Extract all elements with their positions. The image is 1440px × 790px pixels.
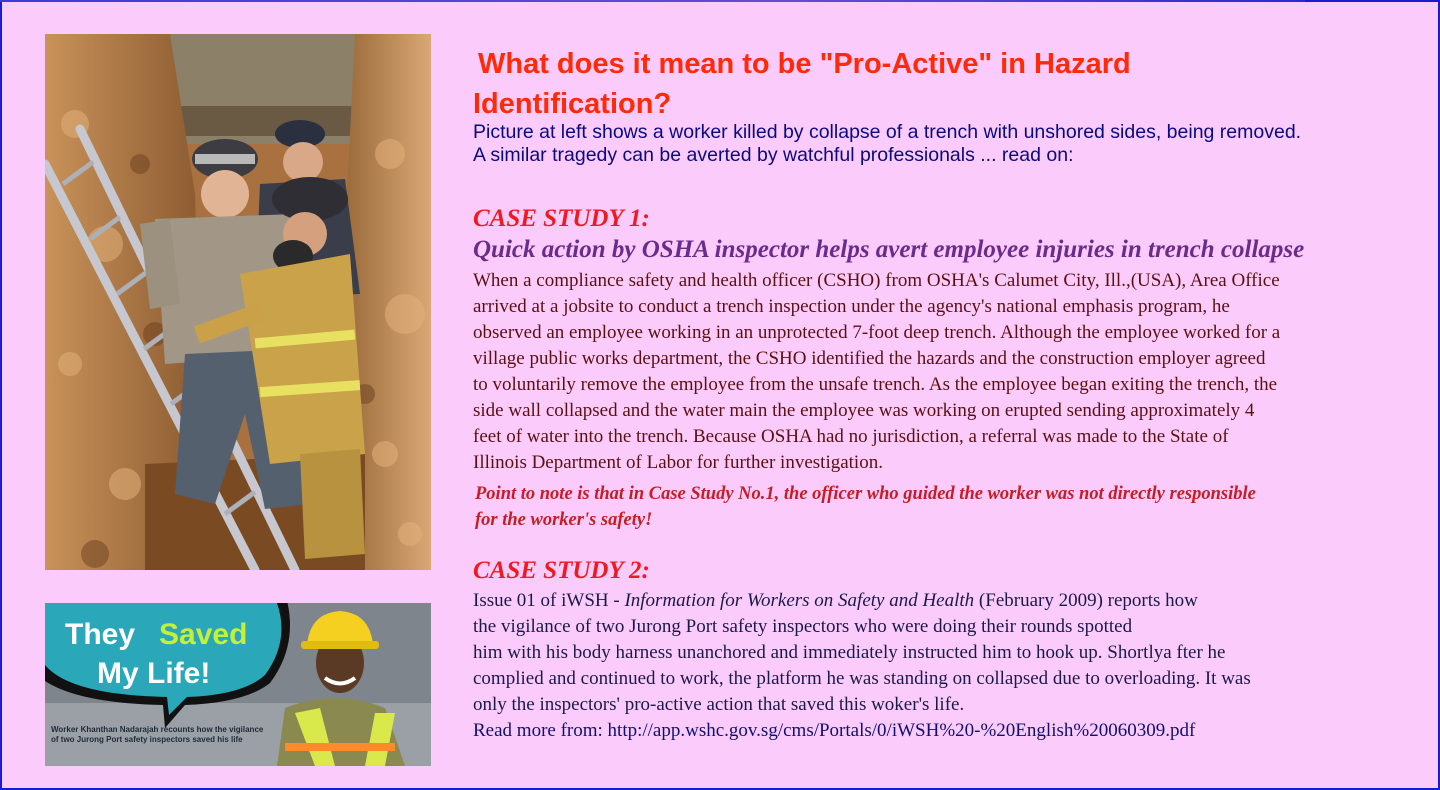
case2-first-line [473,588,1435,614]
headline-line2: Identification? [473,88,672,120]
note-line: Point to note is that in Case Study No.1, the officer who guided the worker was not directly responsible [475,484,1256,504]
saved-title-word2: Saved [159,618,248,651]
case2-line: complied and continued to work, the platform he was standing on collapsed due to overloading. It was [473,668,1251,689]
case1-line: When a compliance safety and health officer (CSHO) from OSHA's Calumet City, Ill.,(USA), Area Office [473,270,1280,291]
case1-line: village public works department, the CSHO identified the hazards and the construction employer agreed [473,348,1266,369]
they-saved-my-life-image [45,603,431,766]
case1-line: side wall collapsed and the water main the employee was working on erupted sending approximately 4 [473,400,1255,421]
intro-line2: A similar tragedy can be averted by watchful professionals ... read on: [473,144,1074,166]
page-headline [473,44,1373,124]
top-rule [0,0,1305,2]
case-study-1-title: Quick action by OSHA inspector helps avert employee injuries in trench collapse [473,236,1305,263]
case2-line: him with his body harness unanchored and immediately instructed him to hook up. Shortlya fter he [473,642,1226,663]
case1-line: observed an employee working in an unprotected 7-foot deep trench. Although the employee worked for a [473,322,1281,343]
case1-line: feet of water into the trench. Because OSHA had no jurisdiction, a referral was made to the State of [473,426,1229,447]
case2-line: only the inspectors' pro-active action that saved this woker's life. [473,694,965,715]
saved-title-word1: They [65,618,136,651]
headline-line1: What does it mean to be "Pro-Active" in Hazard [478,48,1131,80]
case2-publication-title: Information for Workers on Safety and Health [624,590,975,611]
case1-line: to voluntarily remove the employee from the unsafe trench. As the employee began exiting the trench, the [473,374,1278,395]
saved-image-caption: Worker Khanthan Nadarajah recounts how the vigilance of two Jurong Port safety inspectors saved his life [51,725,264,744]
case-study-2-label: CASE STUDY 2: [473,557,650,584]
intro-line1: Picture at left shows a worker killed by collapse of a trench with unshored sides, being removed. [473,121,1302,143]
read-more-link[interactable]: Read more from: http://app.wshc.gov.sg/cms/Portals/0/iWSH%20-%20English%20060309.pdf [473,720,1196,741]
trench-rescue-photo [45,34,431,570]
case-study-1-note [475,481,1437,533]
case2-line: the vigilance of two Jurong Port safety inspectors who were doing their rounds spotted [473,616,1133,637]
case2-line1-pre: Issue 01 of iWSH - [473,590,625,611]
case1-line: arrived at a jobsite to conduct a trench inspection under the agency's national emphasis program, he [473,296,1230,317]
note-line: for the worker's safety! [475,510,653,530]
case-study-1-label: CASE STUDY 1: [473,205,650,232]
intro-text [473,121,1438,167]
case-study-2-body [473,588,1435,744]
case-study-1-body [473,268,1435,476]
case2-line1-post: (February 2009) reports how [974,590,1198,611]
case1-line: Illinois Department of Labor for further investigation. [473,452,883,473]
saved-title-line2: My Life! [97,657,211,690]
